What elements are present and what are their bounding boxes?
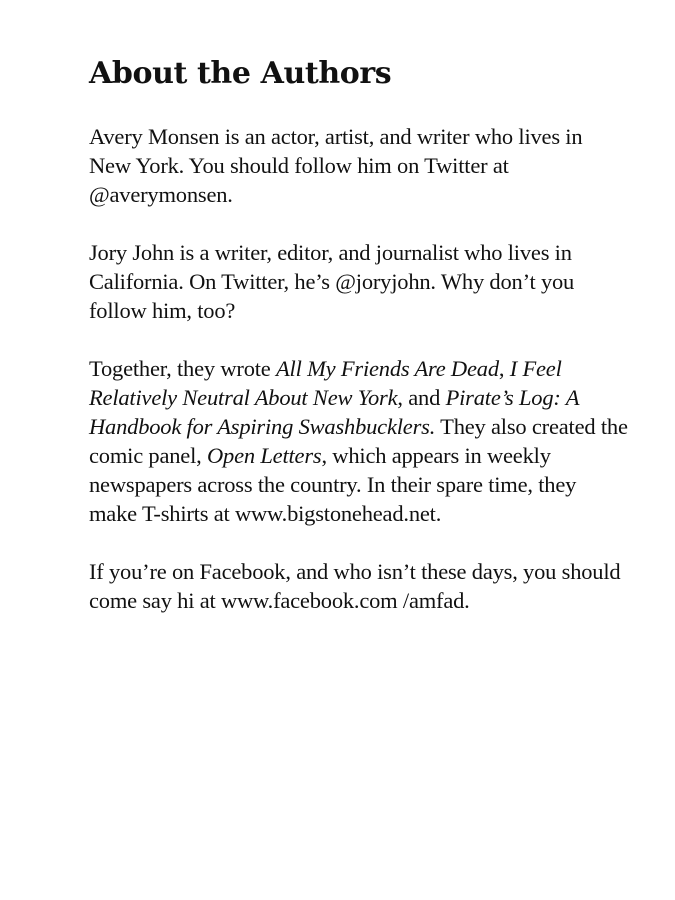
comic-title-open-letters: Open Letters xyxy=(206,443,322,468)
paragraph-facebook: If you’re on Facebook, and who isn’t these days, you should come say hi at www.facebook.com /amfad. xyxy=(89,559,621,613)
together-text-1: Together, they wrote xyxy=(89,356,277,381)
book-title-pirates-log: Pirate’s Log: A Handbook for Aspiring Swashbucklers. xyxy=(89,385,579,439)
paragraph-together xyxy=(89,354,629,528)
together-text-5: , which appears in weekly newspapers across the country. In their spare time, they make T-shirts at www.bigstonehead.net. xyxy=(89,443,577,526)
together-text-3: , and xyxy=(397,385,446,410)
page-title: About the Authors xyxy=(89,56,392,91)
together-text-2: , xyxy=(498,356,510,381)
book-title-all-my-friends-are-dead: All My Friends Are Dead xyxy=(276,356,499,381)
book-title-i-feel-relatively-neutral: I Feel Relatively Neutral About New York xyxy=(89,356,562,410)
paragraph-avery-monsen: Avery Monsen is an actor, artist, and writer who lives in New York. You should follow him on Twitter at @averymonsen. xyxy=(89,124,583,207)
together-text-4: They also created the comic panel, xyxy=(89,414,628,468)
about-page xyxy=(89,52,629,615)
paragraph-jory-john: Jory John is a writer, editor, and journalist who lives in California. On Twitter, he’s @joryjohn. Why don’t you follow him, too? xyxy=(89,240,575,323)
